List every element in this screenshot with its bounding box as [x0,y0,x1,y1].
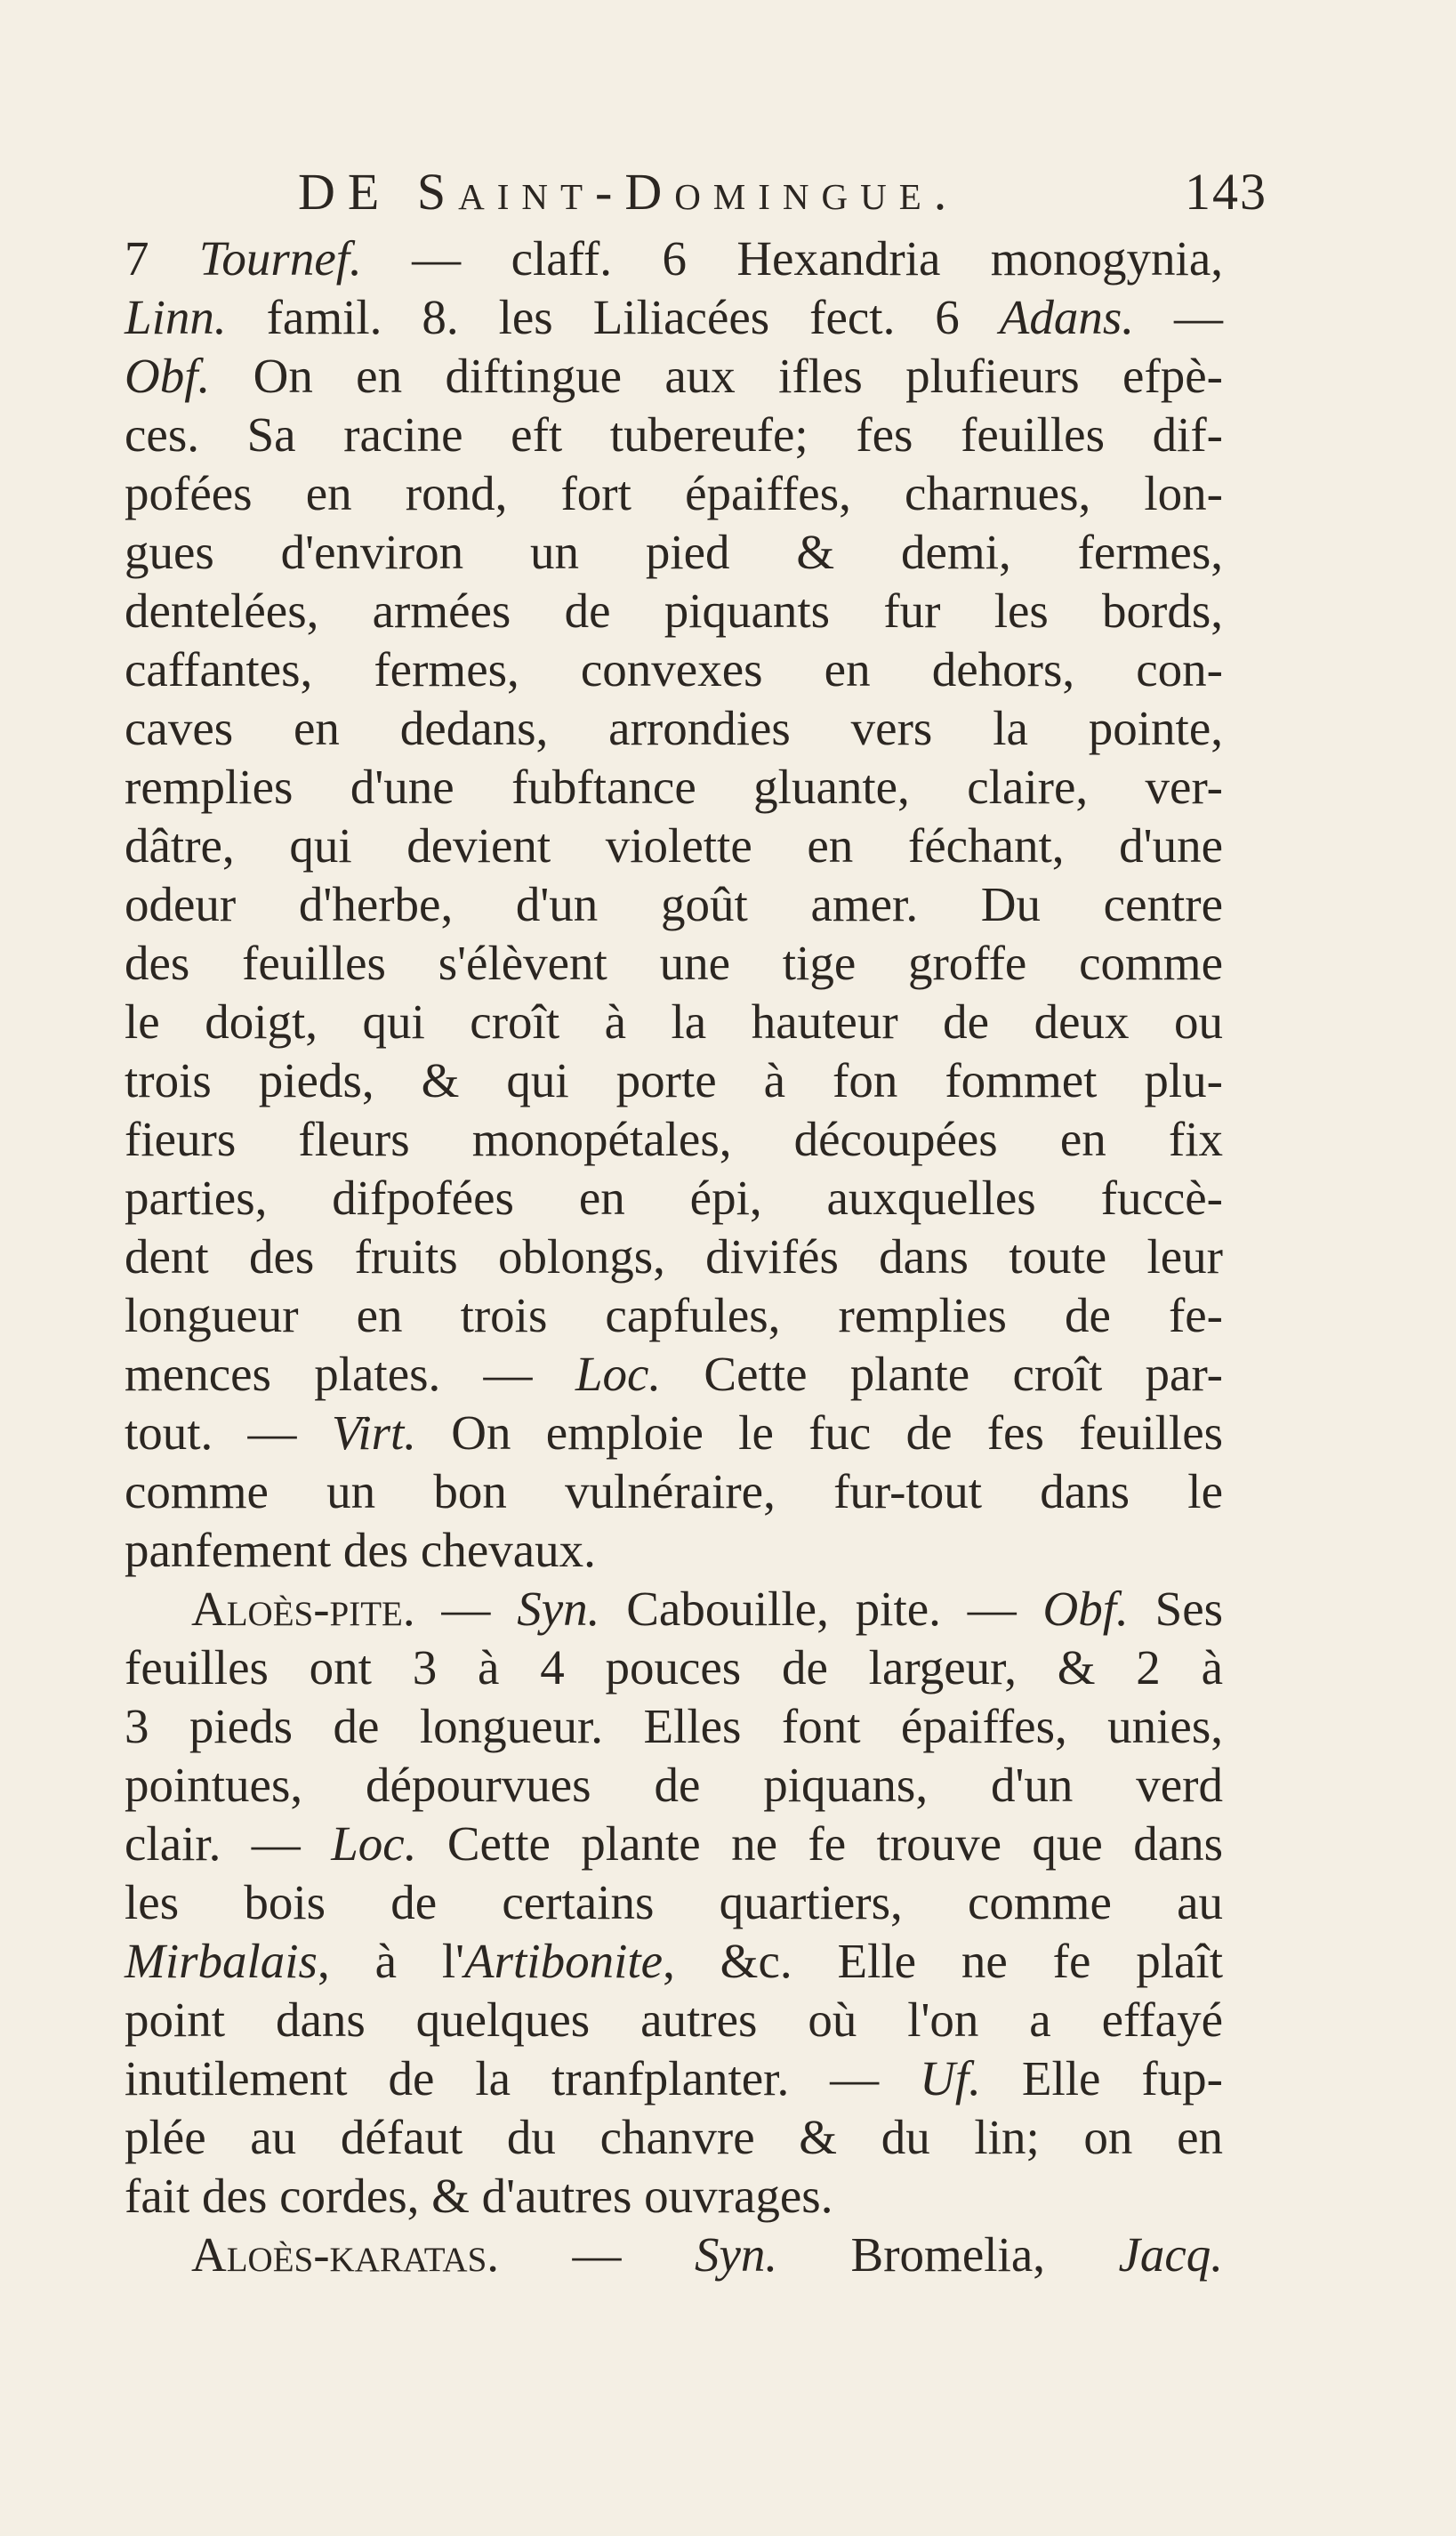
author-abbrev: Adans. [999,290,1135,344]
text-run: On en diftingue aux ifles plufieurs efpè- [210,349,1223,403]
text-line: remplies d'une fubftance gluante, claire, ver- [125,760,1223,814]
section-label: Virt. [331,1405,417,1460]
text-line: ces. Sa racine eft tubereufe; fes feuilles dif- [125,407,1223,462]
section-label: Syn. [517,1582,600,1636]
entry-heading: Aloès-pite. [191,1582,415,1636]
section-label: Loc. [575,1347,662,1401]
text-line: longueur en trois capfules, remplies de fe- [125,1288,1223,1342]
text-run: Ses [1128,1582,1224,1636]
text-line [125,1932,1223,1991]
text-run: — [499,2227,695,2282]
text-line: comme un bon vulnéraire, fur-tout dans le [125,1464,1223,1518]
author-abbrev: Jacq. [1118,2227,1224,2282]
text-line: pointues, dépourvues de piquans, d'un verd [125,1758,1223,1812]
text-line [125,1404,1223,1462]
text-line [125,1815,1223,1873]
section-label: Obf. [1042,1582,1129,1636]
text-line: dentelées, armées de piquants fur les bords, [125,584,1223,638]
text-line [191,2226,1223,2284]
text-line [125,288,1223,347]
text-line [125,1345,1223,1404]
text-line: trois pieds, & qui porte à fon fommet plu- [125,1053,1223,1107]
text-line: parties, difpofées en épi, auxquelles fuccè- [125,1171,1223,1225]
entry-heading: Aloès-karatas. [191,2227,500,2282]
place-name: Mirbalais [125,1934,318,1988]
text-run: Cabouille, pite. — [599,1582,1043,1636]
text-line: caves en dedans, arrondies vers la pointe, [125,701,1223,755]
author-abbrev: Linn. [125,290,227,344]
text-line: odeur d'herbe, d'un goût amer. Du centre [125,877,1223,931]
text-run: mences plates. — [125,1347,575,1401]
text-run: famil. 8. les Liliacées fect. 6 [226,290,1000,344]
text-line: gues d'environ un pied & demi, fermes, [125,525,1223,579]
header-title: Saint-Domingue. [416,163,960,221]
text-line [125,2049,1223,2108]
text-line: des feuilles s'élèvent une tige groffe comme [125,936,1223,990]
section-label: Obf. [125,349,211,403]
text-line: point dans quelques autres où l'on a effayé [125,1993,1223,2047]
text-line: dent des fruits oblongs, divifés dans toute leur [125,1229,1223,1284]
author-abbrev: Tournef. [198,231,362,286]
text-line [125,347,1223,406]
text-run: clair. — [125,1816,332,1871]
text-run: inutilement de la tranfplanter. — [125,2051,921,2105]
text-run: — claff. 6 Hexandria monogynia, [361,231,1223,286]
text-line: pofées en rond, fort épaiffes, charnues, lon- [125,466,1223,520]
text-line: les bois de certains quartiers, comme au [125,1875,1223,1929]
text-run: Cette plante croît par- [661,1347,1223,1401]
text-run: , &c. Elle ne fe plaît [663,1934,1223,1988]
header-prefix: DE [298,163,417,221]
text-line [191,1580,1223,1638]
text-run: — [1134,290,1224,344]
text-run: On emploie le fuc de fes feuilles [416,1405,1224,1460]
place-name: Artibonite [464,1934,664,1988]
text-run: — [414,1582,518,1636]
text-run: Elle fup- [980,2051,1224,2105]
section-label: Syn. [694,2227,778,2282]
section-label: Uf. [920,2051,981,2105]
text-line: plée au défaut du chanvre & du lin; on en [125,2110,1223,2164]
text-run: , à l' [317,1934,465,1988]
text-line: le doigt, qui croît à la hauteur de deux ou [125,994,1223,1049]
text-line: feuilles ont 3 à 4 pouces de largeur, & 2 à [125,1640,1223,1695]
text-run: Cette plante ne fe trouve que dans [416,1816,1224,1871]
text-line: 3 pieds de longueur. Elles font épaiffes, unies, [125,1699,1223,1753]
text-line: fieurs fleurs monopétales, découpées en fix [125,1112,1223,1166]
text-run: Bromelia, [777,2227,1119,2282]
text-line [125,229,1223,288]
running-header [298,157,1267,228]
text-line: fait des cordes, & d'autres ouvrages. [125,2169,833,2223]
text-line: dâtre, qui devient violette en féchant, d'une [125,818,1223,873]
text-line: caffantes, fermes, convexes en dehors, con- [125,642,1223,696]
text-run: 7 [125,231,199,286]
text-run: tout. — [125,1405,332,1460]
page-number: 143 [1185,163,1267,221]
section-label: Loc. [331,1816,417,1871]
text-line: panfement des chevaux. [125,1523,596,1577]
